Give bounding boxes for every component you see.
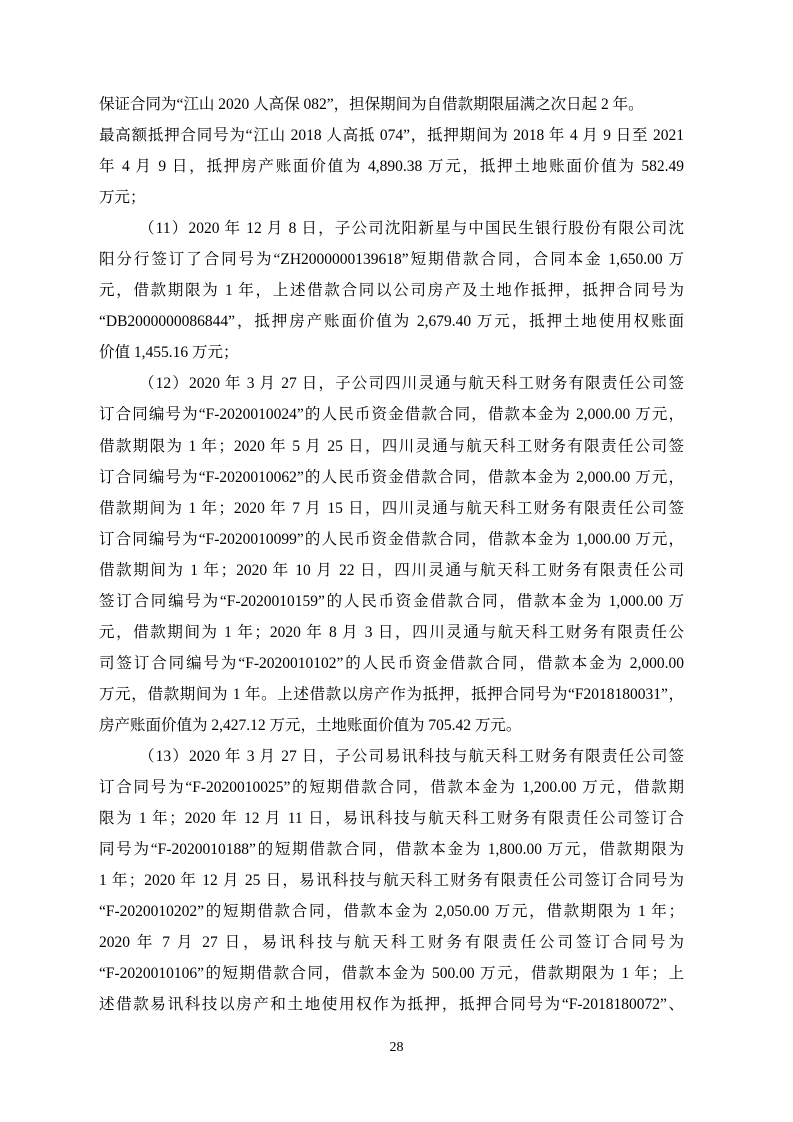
text-line: 述借款易讯科技以房产和土地使用权作为抵押，抵押合同号为“F-2018180072”、 (99, 996, 684, 1014)
text-line: 签订合同编号为“F-2020010159”的人民币资金借款合同，借款本金为 1,000.00 万 (99, 592, 684, 610)
page-number: 28 (389, 1040, 404, 1055)
text-line: 订合同编号为“F-2020010062”的人民币资金借款合同，借款本金为 2,000.00 万元， (99, 468, 684, 486)
text-line: 保证合同为“江山 2020 人高保 082”，担保期间为自借款期限届满之次日起 2 年。 (99, 96, 644, 113)
text-line: 最高额抵押合同号为“江山 2018 人高抵 074”，抵押期间为 2018 年 4 月 9 日至 2021 (99, 127, 684, 145)
text-line: 元，借款期限为 1 年，上述借款合同以公司房产及土地作抵押，抵押合同号为 (99, 282, 684, 300)
page-body-text (99, 89, 684, 1020)
paragraph (99, 89, 684, 213)
text-line: 元，借款期间为 1 年；2020 年 8 月 3 日，四川灵通与航天科工财务有限责任公 (99, 623, 684, 641)
text-line: 借款期间为 1 年；2020 年 10 月 22 日，四川灵通与航天科工财务有限责任公司 (99, 561, 684, 579)
text-line: “F-2020010202”的短期借款合同，借款本金为 2,050.00 万元，借款期限为 1 年； (99, 903, 684, 921)
text-line: 订合同编号为“F-2020010099”的人民币资金借款合同，借款本金为 1,000.00 万元， (99, 530, 684, 548)
text-line: 房产账面价值为 2,427.12 万元，土地账面价值为 705.42 万元。 (99, 716, 522, 734)
text-line: “DB2000000086844”，抵押房产账面价值为 2,679.40 万元，抵押土地使用权账面 (99, 313, 684, 331)
text-line: 司签订合同编号为“F-2020010102”的人民币资金借款合同，借款本金为 2,000.00 (99, 654, 684, 672)
text-line: （12）2020 年 3 月 27 日，子公司四川灵通与航天科工财务有限责任公司签 (139, 375, 684, 393)
text-line: 万元； (99, 189, 146, 207)
text-line: 1 年；2020 年 12 月 25 日，易讯科技与航天科工财务有限责任公司签订合同号为 (99, 872, 684, 890)
paragraph (99, 213, 684, 368)
text-line: 阳分行签订了合同号为“ZH2000000139618”短期借款合同，合同本金 1,650.00 万 (99, 251, 684, 269)
text-line: “F-2020010106”的短期借款合同，借款本金为 500.00 万元，借款期限为 1 年；上 (99, 965, 684, 983)
text-line: 订合同号为“F-2020010025”的短期借款合同，借款本金为 1,200.00 万元，借款期 (99, 779, 684, 797)
text-line: 借款期限为 1 年；2020 年 5 月 25 日，四川灵通与航天科工财务有限责任公司签 (99, 437, 684, 455)
text-line: 万元，借款期间为 1 年。上述借款以房产作为抵押，抵押合同号为“F2018180031”， (99, 685, 684, 703)
paragraph (99, 368, 684, 741)
text-line: （13）2020 年 3 月 27 日，子公司易讯科技与航天科工财务有限责任公司签 (139, 747, 684, 765)
text-line: 订合同编号为“F-2020010024”的人民币资金借款合同，借款本金为 2,000.00 万元， (99, 406, 684, 424)
paragraph (99, 741, 684, 1020)
text-line: 同号为“F-2020010188”的短期借款合同，借款本金为 1,800.00 万元，借款期限为 (99, 841, 684, 859)
text-line: 2020 年 7 月 27 日，易讯科技与航天科工财务有限责任公司签订合同号为 (99, 934, 684, 952)
text-line: 限为 1 年；2020 年 12 月 11 日，易讯科技与航天科工财务有限责任公司签订合 (99, 810, 684, 828)
text-line: （11）2020 年 12 月 8 日，子公司沈阳新星与中国民生银行股份有限公司沈 (139, 220, 684, 238)
text-line: 价值 1,455.16 万元； (99, 344, 239, 362)
text-line: 年 4 月 9 日，抵押房产账面价值为 4,890.38 万元，抵押土地账面价值为 582.49 (99, 158, 684, 176)
text-line: 借款期间为 1 年；2020 年 7 月 15 日，四川灵通与航天科工财务有限责任公司签 (99, 499, 684, 517)
